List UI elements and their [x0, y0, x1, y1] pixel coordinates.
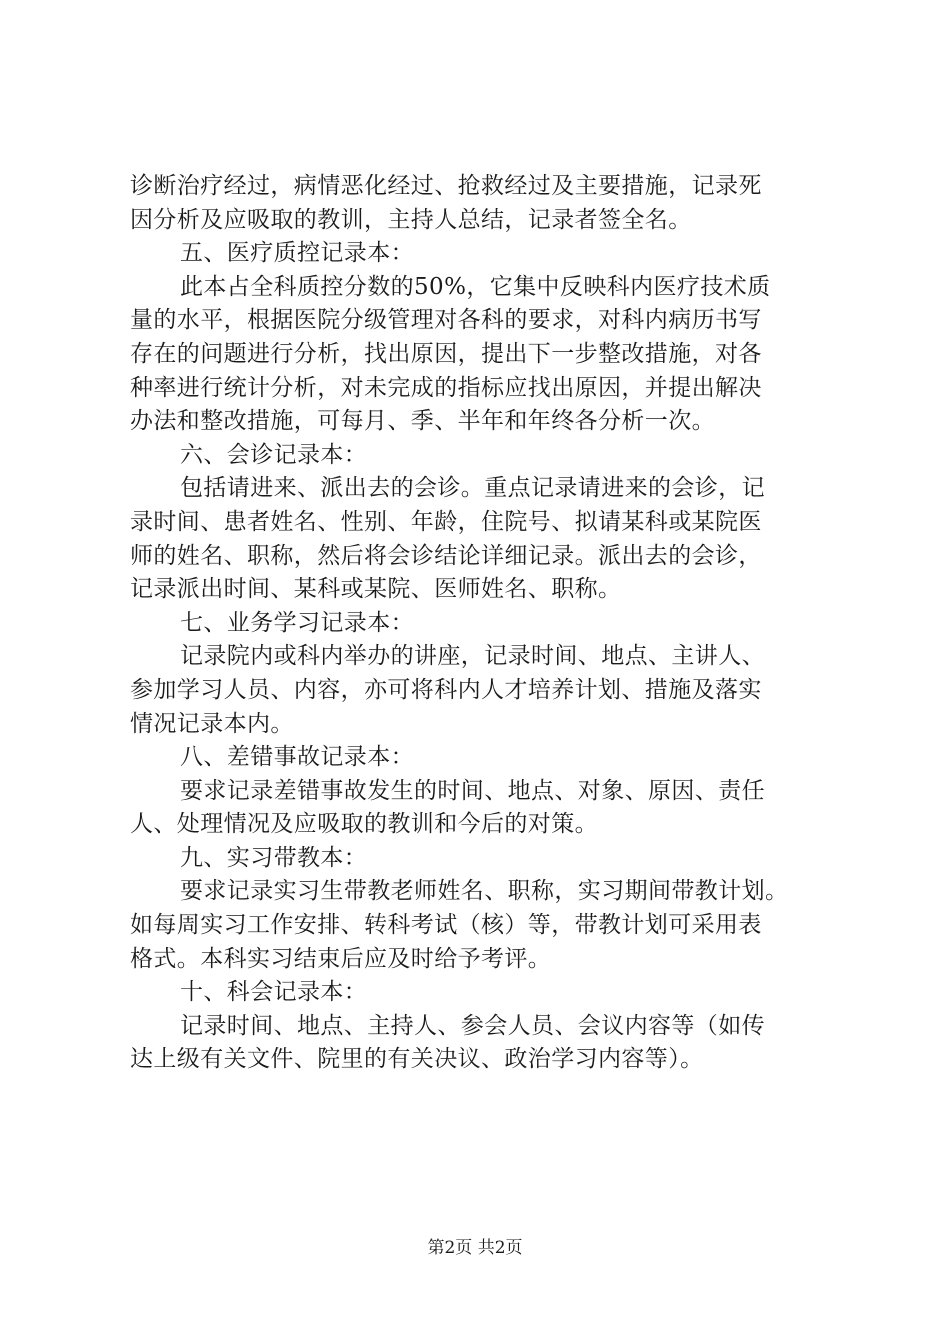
text-line: 此本占全科质控分数的50%，它集中反映科内医疗技术质: [180, 273, 771, 300]
text-line: 要求记录实习生带教老师姓名、职称，实习期间带教计划。: [180, 878, 789, 905]
text-line: 存在的问题进行分析，找出原因，提出下一步整改措施，对各: [130, 340, 762, 367]
text-line: 量的水平，根据医院分级管理对各科的要求，对科内病历书写: [130, 307, 762, 334]
text-line: 要求记录差错事故发生的时间、地点、对象、原因、责任: [180, 777, 765, 804]
text-line: 如每周实习工作安排、转科考试（核）等，带教计划可采用表: [130, 912, 762, 939]
section-heading: 九、实习带教本：: [180, 844, 368, 871]
text-line: 诊断治疗经过，病情恶化经过、抢救经过及主要措施，记录死: [130, 173, 762, 199]
document-body: [130, 170, 830, 1077]
text-line: 人、处理情况及应吸取的教训和今后的对策。: [130, 811, 598, 838]
section-heading: 八、差错事故记录本：: [180, 744, 414, 771]
text-line: 记录院内或科内举办的讲座，记录时间、地点、主讲人、: [180, 643, 765, 670]
section-heading: 十、科会记录本：: [180, 979, 368, 1006]
page-number-footer: 第2页 共2页: [427, 1238, 523, 1258]
section-heading: 六、会诊记录本：: [180, 441, 368, 468]
text-line: 办法和整改措施，可每月、季、半年和年终各分析一次。: [130, 408, 715, 435]
text-line: 情况记录本内。: [130, 710, 294, 737]
text-line: 录时间、患者姓名、性别、年龄，住院号、拟请某科或某院医: [130, 508, 762, 535]
text-line: 记录派出时间、某科或某院、医师姓名、职称。: [130, 576, 622, 603]
text-line: 师的姓名、职称，然后将会诊结论详细记录。派出去的会诊，: [130, 542, 762, 569]
text-line: 记录时间、地点、主持人、参会人员、会议内容等（如传: [180, 1012, 765, 1039]
text-line: 包括请进来、派出去的会诊。重点记录请进来的会诊，记: [180, 475, 765, 502]
text-line: 达上级有关文件、院里的有关决议、政治学习内容等）。: [130, 1046, 704, 1073]
text-line: 种率进行统计分析，对未完成的指标应找出原因，并提出解决: [130, 374, 762, 401]
section-heading: 五、医疗质控记录本：: [180, 240, 414, 267]
text-line: 格式。本科实习结束后应及时给予考评。: [130, 945, 552, 972]
text-line: 因分析及应吸取的教训，主持人总结，记录者签全名。: [130, 206, 692, 233]
section-heading: 七、业务学习记录本：: [180, 609, 414, 636]
text-line: 参加学习人员、内容，亦可将科内人才培养计划、措施及落实: [130, 676, 762, 703]
